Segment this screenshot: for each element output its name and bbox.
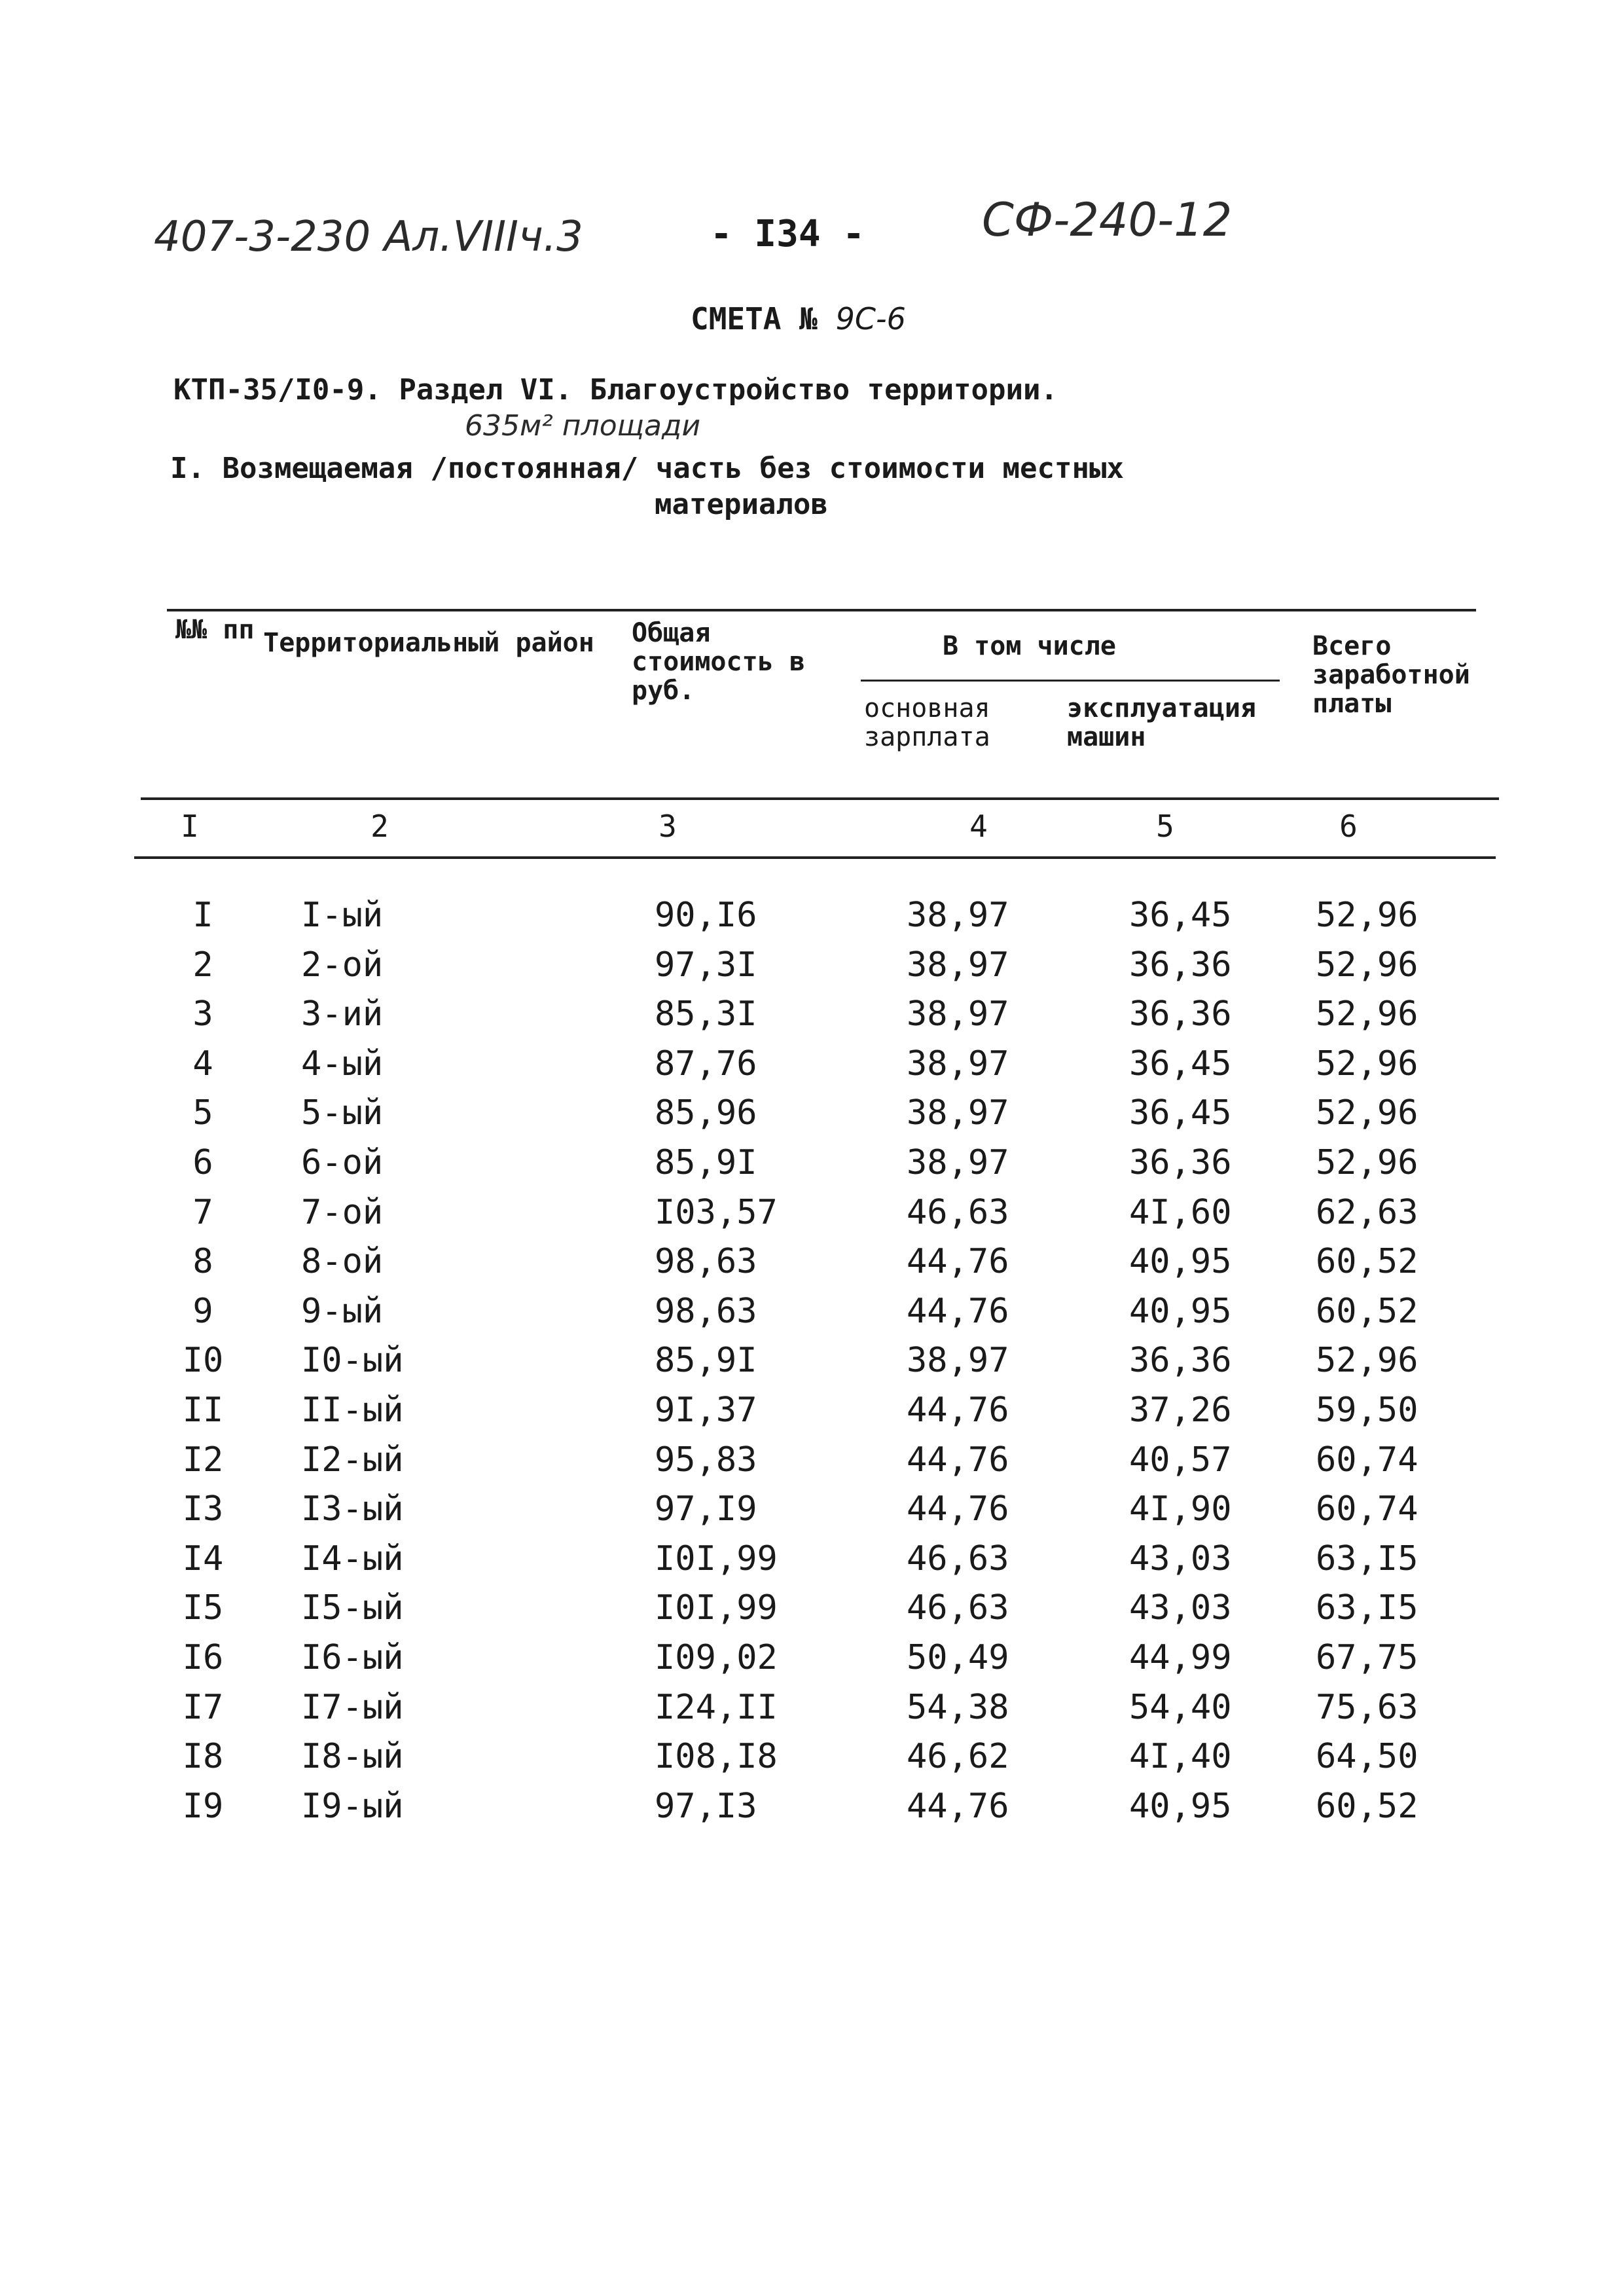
cell-base-wage: 44,76: [907, 1489, 1009, 1529]
cell-machine-operation: 40,57: [1129, 1440, 1232, 1480]
cell-machine-operation: 40,95: [1129, 1242, 1232, 1282]
cell-row-number: 7: [192, 1192, 213, 1232]
document-code: 407-3-230 Ал.VIIIч.3: [154, 213, 583, 261]
cell-row-number: I: [192, 896, 213, 935]
column-header-machine-operation: эксплуатация машин: [1067, 693, 1256, 752]
cell-district: I8-ый: [301, 1737, 404, 1777]
table-row: [0, 896, 1624, 945]
cell-row-number: 8: [192, 1242, 213, 1282]
cell-district: I2-ый: [301, 1440, 404, 1480]
cell-total-cost: 85,9I: [655, 1143, 757, 1182]
cell-machine-operation: 36,45: [1129, 896, 1232, 935]
cell-total-cost: I24,II: [655, 1687, 778, 1727]
cell-district: 5-ый: [301, 1093, 384, 1133]
cell-base-wage: 38,97: [907, 1044, 1009, 1084]
estimate-title: [691, 301, 906, 337]
group-header-rule: [861, 680, 1280, 682]
cell-district: I-ый: [301, 896, 384, 935]
table-row: [0, 1143, 1624, 1193]
cell-base-wage: 38,97: [907, 896, 1009, 935]
cell-district: I6-ый: [301, 1638, 404, 1677]
cell-total-wage: 52,96: [1316, 1093, 1418, 1133]
cell-base-wage: 38,97: [907, 1341, 1009, 1381]
column-number: 2: [370, 809, 389, 844]
cell-base-wage: 44,76: [907, 1391, 1009, 1430]
cell-total-wage: 52,96: [1316, 1143, 1418, 1182]
table-row: [0, 1737, 1624, 1787]
estimate-description-line1: I. Возмещаемая /постоянная/ часть без стоимости местных: [170, 452, 1124, 485]
cell-row-number: 9: [192, 1291, 213, 1331]
cell-total-wage: 60,52: [1316, 1242, 1418, 1282]
column-number-rule: [134, 856, 1496, 859]
cell-total-cost: 97,I3: [655, 1786, 757, 1826]
cell-base-wage: 44,76: [907, 1440, 1009, 1480]
cell-district: II-ый: [301, 1391, 404, 1430]
cell-district: 3-ий: [301, 994, 384, 1034]
cell-machine-operation: 37,26: [1129, 1391, 1232, 1430]
cell-total-cost: 85,9I: [655, 1341, 757, 1381]
cell-row-number: I7: [182, 1687, 224, 1727]
table-row: [0, 945, 1624, 995]
cell-row-number: 6: [192, 1143, 213, 1182]
cell-district: I3-ый: [301, 1489, 404, 1529]
cell-base-wage: 44,76: [907, 1291, 1009, 1331]
column-number: 4: [969, 809, 988, 844]
cell-row-number: II: [182, 1391, 224, 1430]
column-number: 3: [659, 809, 677, 844]
cell-total-wage: 60,52: [1316, 1786, 1418, 1826]
column-header-district: Территориальный район: [263, 628, 594, 658]
cell-machine-operation: 4I,90: [1129, 1489, 1232, 1529]
table-row: [0, 1539, 1624, 1589]
cell-total-cost: I08,I8: [655, 1737, 778, 1777]
cell-district: I0-ый: [301, 1341, 404, 1381]
cell-machine-operation: 43,03: [1129, 1588, 1232, 1628]
cell-total-wage: 63,I5: [1316, 1539, 1418, 1578]
table-row: [0, 1588, 1624, 1638]
cell-total-cost: I0I,99: [655, 1588, 778, 1628]
cell-total-wage: 52,96: [1316, 1341, 1418, 1381]
cell-machine-operation: 4I,40: [1129, 1737, 1232, 1777]
column-header-total-cost: Общая стоимость в руб.: [632, 618, 805, 706]
cell-base-wage: 38,97: [907, 1093, 1009, 1133]
cell-base-wage: 46,63: [907, 1539, 1009, 1578]
cell-district: 2-ой: [301, 945, 384, 985]
estimate-area: 635м² площади: [465, 409, 701, 443]
cell-machine-operation: 36,45: [1129, 1044, 1232, 1084]
table-row: [0, 1440, 1624, 1490]
cell-machine-operation: 54,40: [1129, 1687, 1232, 1727]
cell-total-wage: 60,74: [1316, 1440, 1418, 1480]
table-row: [0, 1341, 1624, 1391]
cell-machine-operation: 36,36: [1129, 994, 1232, 1034]
column-header-group: В том числе: [943, 631, 1116, 661]
table-row: [0, 1638, 1624, 1688]
sheet-code: СФ-240-12: [982, 193, 1233, 247]
cell-total-cost: 85,96: [655, 1093, 757, 1133]
table-row: [0, 994, 1624, 1044]
cell-district: I7-ый: [301, 1687, 404, 1727]
cell-total-wage: 67,75: [1316, 1638, 1418, 1677]
estimate-subtitle: КТП-35/I0-9. Раздел VI. Благоустройство территории.: [173, 373, 1058, 407]
cell-district: I4-ый: [301, 1539, 404, 1578]
cell-total-cost: 95,83: [655, 1440, 757, 1480]
cell-district: 4-ый: [301, 1044, 384, 1084]
cell-total-wage: 59,50: [1316, 1391, 1418, 1430]
table-row: [0, 1193, 1624, 1243]
table-row: [0, 1391, 1624, 1440]
cell-base-wage: 44,76: [907, 1242, 1009, 1282]
cell-base-wage: 38,97: [907, 1143, 1009, 1182]
cell-district: 6-ой: [301, 1143, 384, 1182]
cell-total-cost: 85,3I: [655, 994, 757, 1034]
cell-machine-operation: 43,03: [1129, 1539, 1232, 1578]
cell-district: I9-ый: [301, 1786, 404, 1826]
cell-total-cost: 98,63: [655, 1242, 757, 1282]
cell-machine-operation: 40,95: [1129, 1786, 1232, 1826]
cell-machine-operation: 44,99: [1129, 1638, 1232, 1677]
cell-machine-operation: 4I,60: [1129, 1192, 1232, 1232]
cell-district: 9-ый: [301, 1291, 384, 1331]
cell-machine-operation: 36,36: [1129, 1143, 1232, 1182]
cell-machine-operation: 36,36: [1129, 1341, 1232, 1381]
cell-total-cost: I0I,99: [655, 1539, 778, 1578]
cell-row-number: I9: [182, 1786, 224, 1826]
cell-total-cost: 97,I9: [655, 1489, 757, 1529]
table-row: [0, 1688, 1624, 1738]
cell-row-number: I3: [182, 1489, 224, 1529]
cell-district: 8-ой: [301, 1242, 384, 1282]
estimate-number: 9С-6: [835, 301, 906, 337]
cell-total-wage: 60,74: [1316, 1489, 1418, 1529]
column-header-base-wage: основная зарплата: [864, 693, 990, 752]
cell-total-wage: 60,52: [1316, 1291, 1418, 1331]
cell-total-wage: 52,96: [1316, 896, 1418, 935]
page-number: - I34 -: [710, 213, 865, 255]
table-row: [0, 1292, 1624, 1341]
cell-total-wage: 75,63: [1316, 1687, 1418, 1727]
table-row: [0, 1093, 1624, 1143]
cell-base-wage: 50,49: [907, 1638, 1009, 1677]
cell-row-number: 3: [192, 994, 213, 1034]
cell-row-number: I0: [182, 1341, 224, 1381]
cell-base-wage: 44,76: [907, 1786, 1009, 1826]
table-top-rule: [167, 609, 1476, 611]
cell-machine-operation: 40,95: [1129, 1291, 1232, 1331]
cell-row-number: I2: [182, 1440, 224, 1480]
cell-total-wage: 52,96: [1316, 945, 1418, 985]
column-number: 6: [1339, 809, 1358, 844]
estimate-description-line2: материалов: [655, 488, 828, 521]
cell-total-wage: 64,50: [1316, 1737, 1418, 1777]
table-row: [0, 1787, 1624, 1836]
cell-machine-operation: 36,45: [1129, 1093, 1232, 1133]
cell-base-wage: 38,97: [907, 945, 1009, 985]
cell-row-number: 4: [192, 1044, 213, 1084]
cell-base-wage: 46,62: [907, 1737, 1009, 1777]
header-bottom-rule: [141, 797, 1499, 800]
table-row: [0, 1489, 1624, 1539]
cell-row-number: 2: [192, 945, 213, 985]
cell-base-wage: 46,63: [907, 1192, 1009, 1232]
cell-total-cost: I09,02: [655, 1638, 778, 1677]
column-header-number: №№ пп: [175, 615, 255, 645]
estimate-title-prefix: СМЕТА №: [691, 301, 818, 337]
cell-district: I5-ый: [301, 1588, 404, 1628]
cell-base-wage: 38,97: [907, 994, 1009, 1034]
cell-total-cost: 97,3I: [655, 945, 757, 985]
cell-base-wage: 54,38: [907, 1687, 1009, 1727]
column-header-total-wage: Всего заработной платы: [1312, 631, 1470, 719]
cell-total-wage: 52,96: [1316, 994, 1418, 1034]
cell-row-number: I4: [182, 1539, 224, 1578]
cell-row-number: 5: [192, 1093, 213, 1133]
cell-total-wage: 52,96: [1316, 1044, 1418, 1084]
cell-machine-operation: 36,36: [1129, 945, 1232, 985]
cell-row-number: I6: [182, 1638, 224, 1677]
cell-row-number: I8: [182, 1737, 224, 1777]
cell-total-cost: 98,63: [655, 1291, 757, 1331]
cell-total-cost: 90,I6: [655, 896, 757, 935]
cell-district: 7-ой: [301, 1192, 384, 1232]
cell-row-number: I5: [182, 1588, 224, 1628]
cell-total-cost: 9I,37: [655, 1391, 757, 1430]
cell-total-wage: 62,63: [1316, 1192, 1418, 1232]
table-row: [0, 1242, 1624, 1292]
cell-total-cost: 87,76: [655, 1044, 757, 1084]
cell-total-wage: 63,I5: [1316, 1588, 1418, 1628]
cell-base-wage: 46,63: [907, 1588, 1009, 1628]
cell-total-cost: I03,57: [655, 1192, 778, 1232]
table-row: [0, 1044, 1624, 1094]
column-number: 5: [1156, 809, 1174, 844]
column-number: I: [181, 809, 199, 844]
